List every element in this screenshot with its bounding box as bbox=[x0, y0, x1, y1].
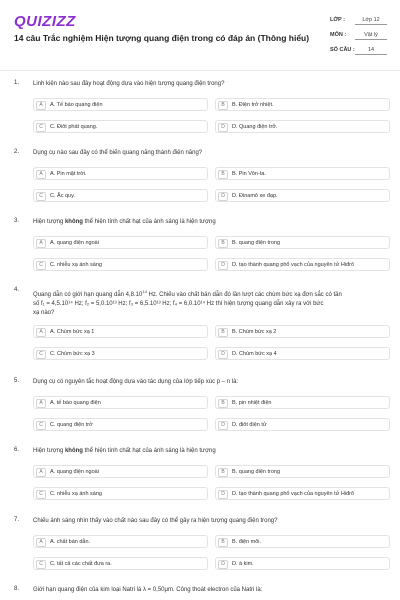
option-letter: C bbox=[36, 123, 46, 132]
question-text: Dụng cụ nào sau đây có thể biến quang năng thành điện năng? bbox=[33, 150, 203, 156]
option-letter: B bbox=[218, 328, 228, 337]
option-c[interactable] bbox=[33, 120, 208, 133]
option-a[interactable] bbox=[33, 535, 208, 548]
question-text: Chiếu ánh sáng nhìn thấy vào chất nào sau đây có thể gây ra hiện tượng quang điện trong? bbox=[33, 518, 278, 524]
option-d[interactable] bbox=[215, 347, 390, 360]
option-d[interactable] bbox=[215, 557, 390, 570]
option-letter: D bbox=[218, 123, 228, 132]
option-letter: D bbox=[218, 261, 228, 270]
option-b[interactable] bbox=[215, 535, 390, 548]
option-text: B. Điện trở nhiệt. bbox=[232, 102, 274, 108]
option-text: B. pin nhiệt điện bbox=[232, 400, 272, 406]
option-text: D. á kim. bbox=[232, 561, 254, 567]
option-text: A. quang điện ngoài bbox=[50, 240, 99, 246]
option-text: A. Tế bào quang điện bbox=[50, 102, 103, 108]
meta-count-label: SỐ CÂU : bbox=[330, 47, 355, 53]
option-letter: A bbox=[36, 170, 46, 179]
question-text: Quang dẫn có giới hạn quang dẫn 4,8.10$^{14}$ Hz. Chiếu vào chất bán dẫn đó lần lượt các chùm bức xạ đơn sắc có tần số f₁ = 4,5.10¹⁴ Hz; f₂ = 5,0.10¹³ Hz; f₃ = 6,5.10¹³ Hz; f₄ = 6,0.10¹⁴ Hz thì hiện tượng quang dẫn xảy ra với bức xạ nào? bbox=[33, 289, 342, 316]
option-text: A. Chùm bức xạ 1 bbox=[50, 329, 95, 335]
option-letter: A bbox=[36, 538, 46, 547]
option-a[interactable] bbox=[33, 167, 208, 180]
option-letter: D bbox=[218, 192, 228, 201]
option-letter: A bbox=[36, 468, 46, 477]
option-text: C. Ắc quy. bbox=[50, 193, 75, 199]
option-letter: D bbox=[218, 350, 228, 359]
option-letter: B bbox=[218, 170, 228, 179]
option-text: C. nhiễu xạ ánh sáng bbox=[50, 262, 102, 268]
option-c[interactable] bbox=[33, 189, 208, 202]
emphasis-word: không bbox=[64, 448, 83, 454]
option-letter: A bbox=[36, 101, 46, 110]
option-c[interactable] bbox=[33, 258, 208, 271]
question-number: 4. bbox=[14, 287, 20, 293]
option-c[interactable] bbox=[33, 347, 208, 360]
option-c[interactable] bbox=[33, 557, 208, 570]
option-d[interactable] bbox=[215, 120, 390, 133]
option-text: B. quang điện trong bbox=[232, 469, 281, 475]
question-number: 7. bbox=[14, 517, 20, 523]
option-letter: D bbox=[218, 490, 228, 499]
question-text: Dụng cụ có nguyên tắc hoạt động dựa vào tác dụng của lớp tiếp xúc p – n là: bbox=[33, 379, 239, 385]
question-text: Linh kiện nào sau đây hoạt động dựa vào hiện tượng quang điện trong? bbox=[33, 81, 225, 87]
option-d[interactable] bbox=[215, 189, 390, 202]
option-text: D. tạo thành quang phổ vạch của nguyên tử Hiđrô bbox=[232, 491, 355, 497]
option-text: B. quang điện trong bbox=[232, 240, 281, 246]
option-text: B. điện môi. bbox=[232, 539, 262, 545]
question-text: Hiện tượng không thể hiện tính chất hạt của ánh sáng là hiện tượng bbox=[33, 219, 216, 225]
option-letter: C bbox=[36, 261, 46, 270]
option-letter: B bbox=[218, 468, 228, 477]
emphasis-word: không bbox=[64, 219, 83, 225]
option-letter: B bbox=[218, 538, 228, 547]
option-d[interactable] bbox=[215, 418, 390, 431]
option-letter: B bbox=[218, 399, 228, 408]
meta-class-label: LỚP : bbox=[330, 17, 345, 23]
option-letter: A bbox=[36, 328, 46, 337]
option-letter: D bbox=[218, 560, 228, 569]
option-letter: A bbox=[36, 239, 46, 248]
option-b[interactable] bbox=[215, 396, 390, 409]
option-c[interactable] bbox=[33, 487, 208, 500]
question-text: Giới hạn quang điện của kim loại Natri là λ = 0,50μm. Công thoát electron của Natri là: bbox=[33, 587, 263, 593]
option-letter: C bbox=[36, 560, 46, 569]
question-text: Hiện tượng không thể hiện tính chất hạt của ánh sáng là hiện tượng bbox=[33, 448, 216, 454]
option-text: D. Quang điện trở. bbox=[232, 124, 278, 130]
meta-class-value: Lớp 12 bbox=[355, 17, 387, 25]
option-letter: D bbox=[218, 421, 228, 430]
meta-subject-value: Vật lý bbox=[355, 32, 387, 40]
question-number: 2. bbox=[14, 149, 20, 155]
option-text: D. tạo thành quang phổ vạch của nguyên tử Hiđrô bbox=[232, 262, 355, 268]
option-text: A. quang điện ngoài bbox=[50, 469, 99, 475]
option-text: B. Chùm bức xạ 2 bbox=[232, 329, 277, 335]
question-number: 6. bbox=[14, 447, 20, 453]
worksheet-title: 14 câu Trắc nghiệm Hiện tượng quang điện trong có đáp án (Thông hiểu) bbox=[14, 33, 310, 43]
option-letter: A bbox=[36, 399, 46, 408]
option-letter: B bbox=[218, 101, 228, 110]
option-b[interactable] bbox=[215, 98, 390, 111]
option-b[interactable] bbox=[215, 236, 390, 249]
option-text: C. tất cả các chất đưa ra. bbox=[50, 561, 112, 567]
option-text: C. quang điện trở bbox=[50, 422, 93, 428]
option-letter: C bbox=[36, 350, 46, 359]
meta-subject-label: MÔN : bbox=[330, 32, 347, 38]
option-b[interactable] bbox=[215, 465, 390, 478]
option-d[interactable] bbox=[215, 487, 390, 500]
option-text: C. Chùm bức xạ 3 bbox=[50, 351, 95, 357]
option-text: D. điôt điện tử bbox=[232, 422, 267, 428]
option-a[interactable] bbox=[33, 396, 208, 409]
option-c[interactable] bbox=[33, 418, 208, 431]
option-d[interactable] bbox=[215, 258, 390, 271]
option-text: D. Đinamô xe đạp. bbox=[232, 193, 278, 199]
option-b[interactable] bbox=[215, 325, 390, 338]
worksheet-header bbox=[0, 0, 400, 71]
question-number: 3. bbox=[14, 218, 20, 224]
option-text: C. nhiễu xạ ánh sáng bbox=[50, 491, 102, 497]
option-text: D. Chùm bức xạ 4 bbox=[232, 351, 277, 357]
option-letter: C bbox=[36, 192, 46, 201]
question-number: 5. bbox=[14, 378, 20, 384]
option-text: A. tế bào quang điện bbox=[50, 400, 101, 406]
option-text: A. Pin mặt trời. bbox=[50, 171, 87, 177]
option-a[interactable] bbox=[33, 98, 208, 111]
quizizz-logo: QUIZIZZ bbox=[14, 13, 76, 30]
option-text: A. chất bán dẫn. bbox=[50, 539, 91, 545]
option-a[interactable] bbox=[33, 465, 208, 478]
option-a[interactable] bbox=[33, 236, 208, 249]
option-letter: C bbox=[36, 421, 46, 430]
option-letter: B bbox=[218, 239, 228, 248]
option-a[interactable] bbox=[33, 325, 208, 338]
question-number: 1. bbox=[14, 80, 20, 86]
option-b[interactable] bbox=[215, 167, 390, 180]
question-number: 8. bbox=[14, 586, 20, 592]
option-text: B. Pin Vôn-ta. bbox=[232, 171, 266, 177]
option-text: C. Điôt phát quang. bbox=[50, 124, 98, 130]
meta-count-value: 14 bbox=[355, 47, 387, 55]
option-letter: C bbox=[36, 490, 46, 499]
